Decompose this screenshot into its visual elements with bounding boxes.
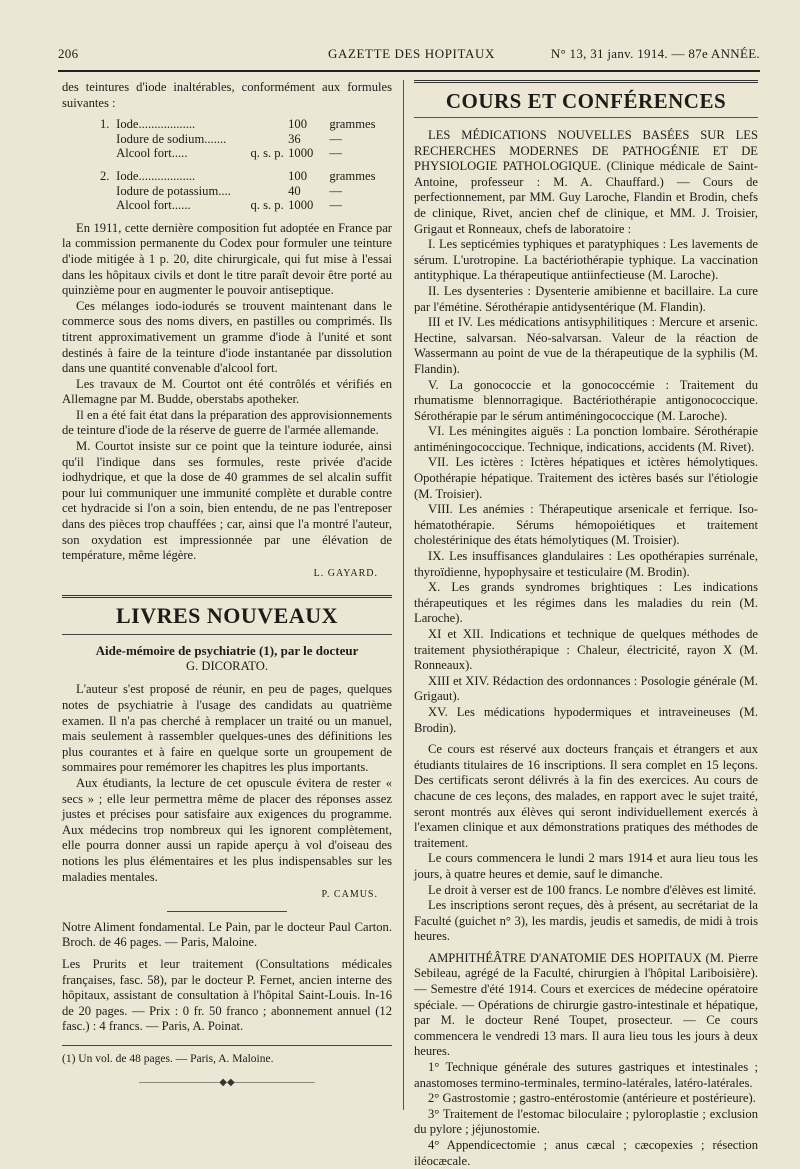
formula-qs [250,132,288,147]
section-rule [62,595,392,598]
course-paragraph: Le cours commencera le lundi 2 mars 1914 et aura lieu tous les jours, à quatre heures et demie, sauf le dimanche. [414,851,758,881]
left-column [62,80,392,1091]
section-title-livres: LIVRES NOUVEAUX [115,603,339,629]
intro-text: des teintures d'iode inaltérables, conformément aux formules suivantes : [62,80,392,110]
formula-value: 36 [288,131,301,146]
formula-value: 1000 [288,198,314,213]
course-item: VIII. Les anémies : Thérapeutique arsenicale et ferrique. Iso-hématothérapie. Sérums hémopoiétiques et traitement cholestérinique des états hémolytiques (M. Troisier). [414,502,758,548]
formula-ingredient: Iode.................. [116,117,196,132]
formula-qs: q. s. p. [250,146,284,161]
amphitheatre-item: 4° Appendicectomie ; anus cæcal ; cæcopexies ; résection iléocæcale. [414,1138,758,1168]
book-notice: Les Prurits et leur traitement (Consultations médicales françaises, fasc. 58), par le docteur P. Fernet, ancien interne des hôpitaux, assistant de consultation à l'hôpital Saint-Louis. In-16 de 20 pages. — Prix : 0 fr. 50 franco ; abonnement annuel (12 fasc.) : 4 francs. — Paris, A. Poinat. [62,956,392,1034]
formula-value: 40 [288,183,301,198]
amphitheatre-item: 2° Gastrostomie ; gastro-entérostomie (antérieure et postérieure). [428,1091,756,1106]
review-paragraph: Aux étudiants, la lecture de cet opuscule évitera de rester « secs » ; elle leur permettra même de placer des réponses assez justes et précises pour satisfaire aux exigences du programme. Aux médecins trop nombreux qui les ignorent complètement, elle pourra donner aussi un rapide aperçu à vol d'oiseau des notions les plus élémentaires et les plus indispensables sur les maladies mentales. [62,775,392,884]
formula-value: 1000 [288,146,314,161]
formula-number: 2. [100,168,110,183]
formula-row [100,184,392,199]
course-item: IX. Les insuffisances glandulaires : Les opothérapies surrénale, thyroïdienne, hypophysaire et testiculaire (M. Brodin). [414,549,758,579]
paragraph: Il en a été fait état dans la préparation des approvisionnements de teinture d'iode de la réserve de guerre de l'armée allemande. [62,407,392,438]
formula-unit: — [329,131,342,146]
formula-qs [250,169,288,184]
book-title: Aide-mémoire de psychiatrie (1), par le docteur [95,643,359,659]
formula-row [100,132,392,147]
book-notice: Notre Aliment fondamental. Le Pain, par le docteur Paul Carton. Broch. de 46 pages. — Paris, Maloine. [62,919,392,950]
course-intro: LES MÉDICATIONS NOUVELLES BASÉES SUR LES RECHERCHES MODERNES DE PATHOGÉNIE ET DE PHYSIOLOGIE PATHOLOGIQUE. (Clinique médicale de Saint-Antoine, professeur : M. A. Chauffard.) — Cours de perfectionnement, par MM. Guy Laroche, Flandin et Brodin, chefs de clinique, Rivet, ancien chef de clinique, et MM. J. Troisier, Grigaut et Ronneaux, chefs de laboratoire : [414,128,758,236]
formula-unit: grammes [329,168,376,183]
course-paragraph: Le droit à verser est de 100 francs. Le nombre d'élèves est limité. [428,882,757,897]
amphitheatre-item: 1° Technique générale des sutures gastriques et intestinales ; anastomoses termino-terminales, termino-latérales, latéro-latérales. [414,1060,758,1090]
course-item: II. Les dysenteries : Dysenterie amibienne et bacillaire. La cure par l'émétine. Sérothérapie antidysentérique (M. Flandin). [414,283,758,314]
course-item: XI et XII. Indications et technique de quelques méthodes de traitement physiothérapique : Chaleur, électricité, rayon X (M. Ronneaux). [414,627,758,673]
formula-ingredient: Alcool fort..... [116,146,188,161]
course-item: XIII et XIV. Rédaction des ordonnances : Posologie générale (M. Grigaut). [414,673,758,704]
formula-ingredient: Iodure de sodium....... [116,131,227,146]
reviewer-signature: P. CAMUS. [321,889,378,901]
section-rule [62,634,392,635]
page-number: 206 [58,46,79,61]
course-item: X. Les grands syndromes brightiques : Les indications thérapeutiques et les régimes dans les maladies du rein (M. Laroche). [414,580,758,626]
formula-ingredient: Iode.................. [116,168,196,183]
course-item: I. Les septicémies typhiques et paratyphiques : Les lavements de sérum. L'urotropine. La bactériothérapie typhique. La vaccination antityphique. La thérapeutique antiinfectieuse (M. Laroche). [414,237,758,283]
paragraph: Les travaux de M. Courtot ont été contrôlés et vérifiés en Allemagne par M. Budde, oberstabs apotheker. [62,376,392,407]
amphitheatre-item: 3° Traitement de l'estomac biloculaire ; pyloroplastie ; exclusion du pylore ; jéjunostomie. [414,1106,758,1137]
paragraph: Ces mélanges iodo-iodurés se trouvent maintenant dans le commerce sous des noms divers, en pastilles ou comprimés. Ils titrent approximativement un gramme d'iode à l'unité et sont destinés à faire de la teinture d'iode instantanée par dissolution dans une quantité convenable d'alcool fort. [62,298,392,376]
formula-qs [250,117,288,132]
section-header [414,80,758,118]
course-paragraph: Ce cours est réservé aux docteurs français et étrangers et aux étudiants titulaires de 16 inscriptions. Il sera complet en 15 leçons. Des certificats seront délivrés à la fin des exercices. Au cours de chacune de ces leçons, des malades, en rapport avec le sujet traité, seront montrés aux élèves qui seront individuellement exercés à l'examen clinique et aux démonstrations pratiques des méthodes de traitement. [414,742,758,850]
formula-2 [100,169,392,213]
course-paragraph: Les inscriptions seront reçues, dès à présent, au secrétariat de la Faculté (guichet n° 3), les mardis, jeudis et samedis, de midi à trois heures. [414,898,758,944]
separator [167,911,287,912]
formula-unit: grammes [329,117,376,132]
formula-row [100,146,392,161]
author-signature: L. GAYARD. [313,567,378,579]
paragraph: En 1911, cette dernière composition fut adoptée en France par la commission permanente du Codex pour formuler une teinture d'iode mitigée à 1 p. 20, dite chirurgicale, qui fut mise à l'essai dans les hôpitaux civils et dont le titre paraît devoir être porté au quinzième pour en augmenter le pouvoir antiseptique. [62,220,392,298]
formula-qs: q. s. p. [250,198,284,213]
formula-unit: — [329,183,342,198]
right-column [414,80,758,1169]
footnote: (1) Un vol. de 48 pages. — Paris, A. Maloine. [62,1045,392,1068]
formula-number: 1. [100,117,110,132]
formula-qs [250,184,288,199]
formula-1 [100,117,392,161]
formula-unit: — [329,146,342,161]
formula-unit: — [329,198,342,213]
course-item: VI. Les méningites aiguës : La ponction lombaire. Sérothérapie antiméningococcique. Technique, indications, accidents (M. Rivet). [414,424,758,454]
book-author: G. DICORATO. [186,659,268,674]
amphitheatre-notice: AMPHITHÉÂTRE D'ANATOMIE DES HOPITAUX (M. Pierre Sebileau, agrégé de la Faculté, chirurgien à l'hôpital Lariboisière). — Semestre d'été 1914. Cours et exercices de médecine opératoire spéciale. — Opérations de chirurgie gastro-intestinale et hépatique, par M. le docteur René Toupet, prosecteur. — Ce cours commencera le vendredi 13 mars. Il aura lieu tous les jours à deux heures. [414,950,758,1059]
column-divider [403,80,404,1110]
course-item: XV. Les médications hypodermiques et intraveineuses (M. Brodin). [414,704,758,735]
issue-date: N° 13, 31 janv. 1914. — 87e ANNÉE. [550,46,760,61]
review-paragraph: L'auteur s'est proposé de réunir, en peu de pages, quelques notes de psychiatrie à l'usage des candidats au quatrième examen. Il n'a pas cherché à remplacer un traité ou un manuel, mais seulement à rassembler quelques-unes des définitions les plus courantes et à faire en quelque sorte un groupement de sommaires pour remémorer les chapitres les plus importants. [62,682,392,775]
course-item: III et IV. Les médications antisyphilitiques : Mercure et arsenic. Hectine, salvarsan. Néo-salvarsan. Valeur de la réaction de Wassermann au point de vue de la thérapeutique de la syphilis (M. Flandin). [414,315,758,376]
course-item: VII. Les ictères : Ictères hépatiques et ictères hémolytiques. Opothérapie hépatique. Traitement des ictères basés sur l'étiologie (M. Troisier). [414,455,758,501]
formula-value: 100 [288,117,307,132]
formula-ingredient: Alcool fort...... [116,198,191,213]
formula-row [100,169,392,184]
ornament-rule: ————————◆◆———————— [139,1077,315,1089]
formula-ingredient: Iodure de potassium.... [116,183,231,198]
formula-row [100,117,392,132]
formula-row [100,198,392,213]
paragraph: M. Courtot insiste sur ce point que la teinture iodurée, ainsi qu'il l'indique dans ses formules, reste privée d'acide iodhydrique, et que la dose de 40 grammes de sel alcalin suffit pour lui communiquer une immunité complète et durable contre cet hydracide si l'on a soin, bien entendu, de ne pas l'entreposer dans des pièces trop chauffées ; car, ainsi que l'a montré l'auteur, son oxydation est impressionnée par une élévation de température, même légère. [62,439,392,563]
section-title-cours: COURS ET CONFÉRENCES [445,89,727,113]
header-rule [58,70,760,72]
running-header [58,46,760,68]
course-item: V. La gonococcie et la gonococcémie : Traitement du rhumatisme blennorragique. Bactériothérapie antigonococcique. Sérothérapie par le sérum antiméningococcique (M. Laroche). [414,377,758,423]
formula-value: 100 [288,168,307,183]
journal-title: GAZETTE DES HOPITAUX [328,46,495,61]
